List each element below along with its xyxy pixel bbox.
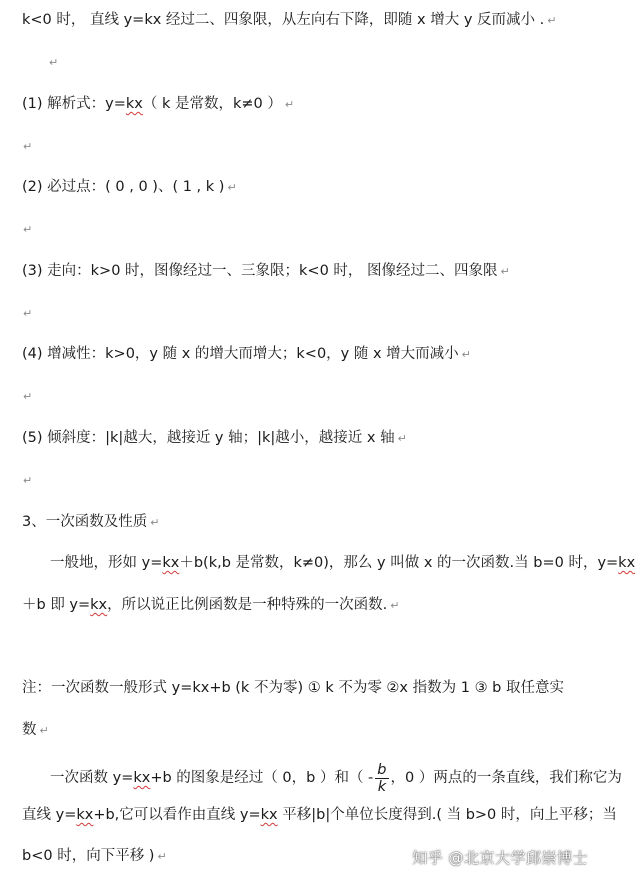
- text-run: 平移|b|个单位长度得到.( 当 b>0 时，向上平移；当: [277, 807, 617, 823]
- text-run: 直线 y=: [22, 807, 77, 823]
- paragraph-mark-icon: ↵: [23, 474, 33, 487]
- fraction-numerator: b: [377, 761, 387, 778]
- empty-line: [20, 136, 590, 157]
- paragraph-mark-icon: ↵: [284, 98, 295, 111]
- empty-line: [46, 52, 590, 73]
- spell-check-word: kx: [90, 597, 108, 613]
- watermark: 知乎 @北京大学邱崇博士: [412, 849, 588, 867]
- fraction-denominator: k: [377, 778, 387, 795]
- fraction-b-over-k: [375, 762, 388, 795]
- text-run: b<0 时，向下平移 ): [22, 848, 155, 864]
- paragraph-mark-icon: ↵: [23, 223, 33, 236]
- spell-check-word: kx: [76, 807, 94, 823]
- empty-line: [20, 470, 590, 491]
- text-run: 数: [22, 722, 37, 738]
- paragraph-mark-icon: ↵: [39, 724, 49, 737]
- empty-line: [20, 386, 590, 407]
- paragraph-mark-icon: ↵: [150, 516, 160, 529]
- text-run: +b 的图象是经过（ 0，b ）和（ -: [150, 770, 374, 786]
- paragraph-mark-icon: ↵: [461, 348, 471, 361]
- empty-line: [20, 219, 590, 240]
- item-5-slope: [22, 428, 590, 449]
- item-2-fixed-point: [22, 177, 590, 198]
- text-run: 一次函数 y=: [50, 770, 134, 786]
- paragraph-mark-icon: ↵: [23, 307, 33, 320]
- spell-check-word: kx: [618, 555, 635, 571]
- spell-check-word: kx: [133, 770, 151, 786]
- note-continuation: [22, 720, 590, 741]
- paragraph-mark-icon: ↵: [49, 56, 59, 69]
- item-1-expression: [22, 94, 590, 115]
- text-run: （ k 是常数，k≠0 ）: [142, 96, 282, 112]
- text-run: (1) 解析式：y=: [22, 96, 126, 112]
- paragraph-definition-line2: [22, 595, 590, 616]
- paragraph-mark-icon: ↵: [500, 265, 510, 278]
- paragraph-mark-icon: ↵: [157, 850, 167, 863]
- text-run: (4) 增减性：k>0，y 随 x 的增大而增大；k<0，y 随 x 增大而减小: [22, 346, 459, 362]
- text-run: 3、一次函数及性质: [22, 514, 148, 530]
- text-run: 注：一次函数一般形式 y=kx+b (k 不为零) ① k 不为零 ②x 指数为 1 ③ b 取任意实: [22, 680, 564, 696]
- paragraph-mark-icon: ↵: [390, 599, 400, 612]
- text-run: (5) 倾斜度：|k|越大，越接近 y 轴；|k|越小，越接近 x 轴: [22, 430, 395, 446]
- section-heading-linear-function: [22, 512, 590, 533]
- note-general-form: [22, 678, 590, 698]
- empty-line: [20, 303, 590, 324]
- paragraph-mark-icon: ↵: [23, 390, 33, 403]
- text-run: ＋b(k,b 是常数，k≠0)，那么 y 叫做 x 的一次函数.当 b=0 时，y=: [179, 555, 619, 571]
- text-run: k<0 时， 直线 y=kx 经过二、四象限，从左向右下降，即随 x 增大 y 反而减小 .: [22, 12, 545, 28]
- text-run: ＋b 即 y=: [22, 597, 91, 613]
- paragraph-definition-line1: [50, 553, 635, 573]
- spell-check-word: kx: [125, 96, 143, 112]
- item-4-monotonicity: [22, 344, 590, 365]
- spell-check-word: kx: [162, 555, 180, 571]
- text-run: ，所以说正比例函数是一种特殊的一次函数.: [107, 597, 388, 613]
- text-run: (3) 走向：k>0 时，图像经过一、三象限；k<0 时， 图像经过二、四象限: [22, 263, 498, 279]
- text-run: ，0 ）两点的一条直线，我们称它为: [390, 770, 622, 786]
- text-run: +b,它可以看作由直线 y=: [93, 807, 261, 823]
- text-run: (2) 必过点：( 0 , 0 )、( 1 , k ): [22, 179, 225, 195]
- text-run: 一般地，形如 y=: [50, 555, 163, 571]
- spell-check-word: kx: [260, 807, 278, 823]
- line-direct-proportion-k-negative: [22, 10, 590, 31]
- paragraph-mark-icon: ↵: [227, 181, 237, 194]
- paragraph-graph-line1: [50, 760, 622, 796]
- paragraph-mark-icon: ↵: [397, 432, 407, 445]
- paragraph-graph-line2: [22, 805, 617, 825]
- paragraph-mark-icon: ↵: [23, 140, 33, 153]
- paragraph-mark-icon: ↵: [547, 14, 557, 27]
- item-3-direction: [22, 261, 590, 282]
